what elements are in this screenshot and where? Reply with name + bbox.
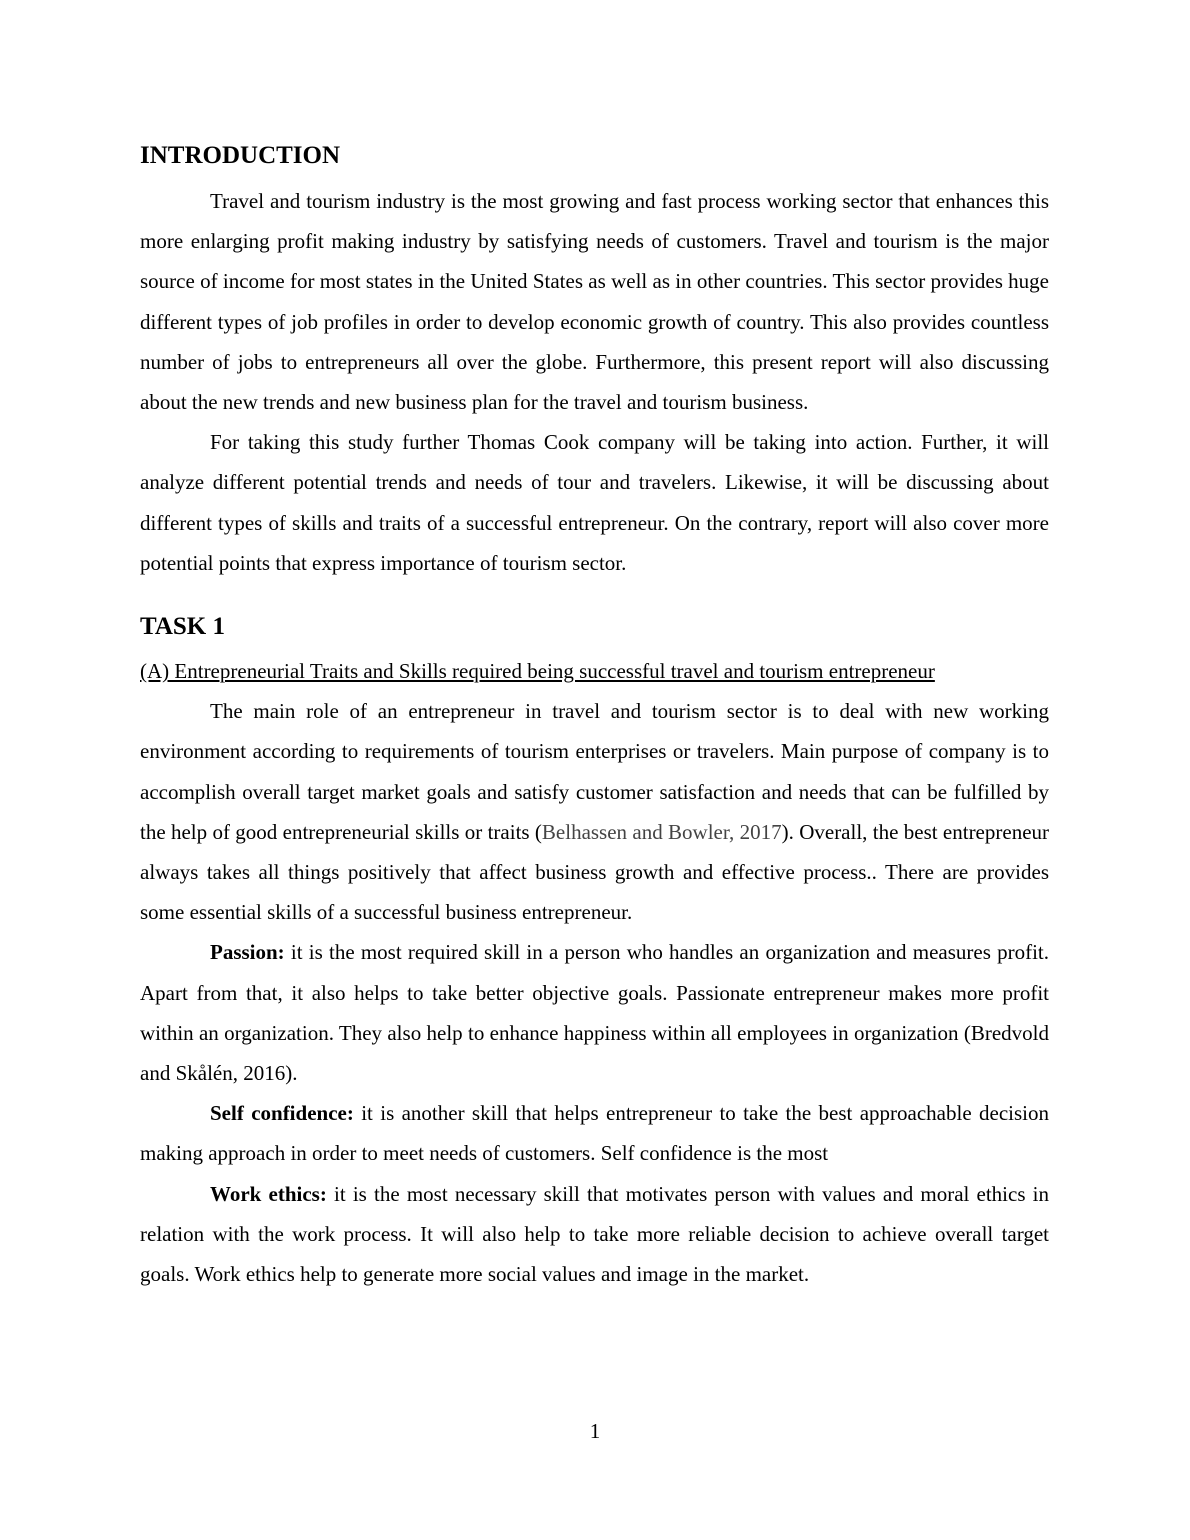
task1-paragraph-1-text-b: ). Overall, the best entrepreneur always takes all things positively that affect business growth and effective process.. There are provides some essential skills of a successful business entrepreneur.: [140, 819, 1050, 925]
citation-belhassen-bowler: Belhassen and Bowler, 2017: [541, 819, 782, 844]
task1-paragraph-1: [140, 691, 1049, 932]
skill-term-work-ethics: Work ethics:: [210, 1181, 327, 1206]
skill-term-passion: Passion:: [210, 940, 285, 965]
task1-heading: TASK 1: [140, 613, 225, 641]
introduction-paragraph-1: Travel and tourism industry is the most growing and fast process working sector that enhances this more enlarging profit making industry by satisfying needs of customers. Travel and tourism is the major source of income for most states in the United States as well as in other countries. This sector provides huge different types of job profiles in order to develop economic growth of country. This also provides countless number of jobs to entrepreneurs all over the globe. Furthermore, this present report will also discussing about the new trends and new business plan for the travel and tourism business.: [140, 189, 1049, 415]
task1-paragraph-1-text-a: The main role of an entrepreneur in travel and tourism sector is to deal with new working environment according to requirements of tourism enterprises or travelers. Main purpose of company is to accomplish overall target market goals and satisfy customer satisfaction and needs that can be fulfilled by the help of good entrepreneurial skills or traits (: [140, 699, 1049, 844]
task1-subheading: (A) Entrepreneurial Traits and Skills required being successful travel and tourism entrepreneur: [140, 659, 935, 684]
skill-self-confidence: [140, 1093, 1049, 1173]
skill-passion: [140, 932, 1049, 1093]
skill-work-ethics: [140, 1174, 1049, 1295]
skill-term-self-confidence: Self confidence:: [210, 1101, 354, 1126]
introduction-heading: INTRODUCTION: [140, 142, 341, 169]
introduction-paragraph-2: For taking this study further Thomas Cook company will be taking into action. Further, it will analyze different potential trends and needs of tour and travelers. Likewise, it will be discussing about different types of skills and traits of a successful entrepreneur. On the contrary, report will also cover more potential points that express importance of tourism sector.: [140, 430, 1049, 575]
skill-text-passion: it is the most required skill in a person who handles an organization and measures profit. Apart from that, it also helps to take better objective goals. Passionate entrepreneur makes more profit within an organization. They also help to enhance happiness within all employees in organization (Bredvold and Skålén, 2016).: [140, 940, 1049, 1086]
skill-text-self-confidence: it is another skill that helps entrepreneur to take the best approachable decision making approach in order to meet needs of customers. Self confidence is the most: [140, 1101, 1049, 1166]
page-number: 1: [589, 1419, 601, 1443]
document-page: [140, 138, 1049, 1294]
skill-text-work-ethics: it is the most necessary skill that motivates person with values and moral ethics in relation with the work process. It will also help to take more reliable decision to achieve overall target goals. Work ethics help to generate more social values and image in the market.: [140, 1181, 1050, 1287]
